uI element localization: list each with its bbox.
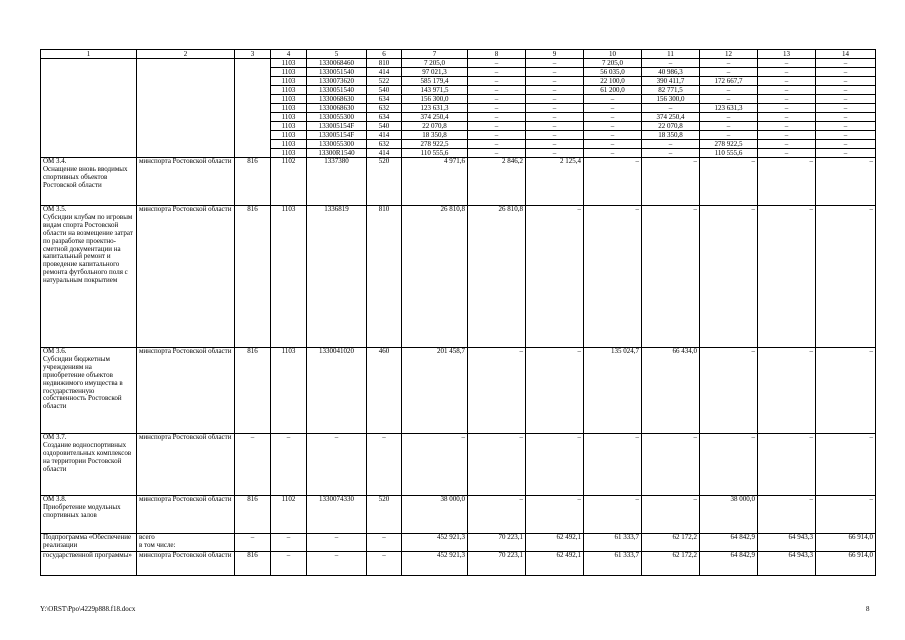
table-cell: – <box>816 348 876 434</box>
table-cell: 110 555,6 <box>700 149 758 158</box>
table-cell: 816 <box>235 206 271 348</box>
table-cell: 1103 <box>271 113 307 122</box>
table-cell: 2 846,2 <box>468 158 526 206</box>
empty-cell <box>41 149 137 158</box>
table-cell: – <box>526 149 584 158</box>
table-cell: – <box>307 552 367 576</box>
table-cell: 460 <box>367 348 402 434</box>
table-cell: – <box>816 140 876 149</box>
table-cell: – <box>584 122 642 131</box>
table-cell: – <box>700 206 758 348</box>
empty-cell <box>137 86 235 95</box>
table-cell: 1103 <box>271 122 307 131</box>
table-cell: 97 021,3 <box>402 68 468 77</box>
table-cell: – <box>816 104 876 113</box>
table-cell: – <box>367 552 402 576</box>
table-cell: – <box>758 68 816 77</box>
empty-cell <box>235 149 271 158</box>
table-cell: – <box>758 496 816 534</box>
table-cell: – <box>584 496 642 534</box>
table-cell: 1103 <box>271 104 307 113</box>
empty-cell <box>137 122 235 131</box>
table-cell: 634 <box>367 95 402 104</box>
table-cell: – <box>468 140 526 149</box>
budget-table <box>40 49 876 576</box>
table-cell: 1330068630 <box>307 104 367 113</box>
table-cell: 816 <box>235 348 271 434</box>
table-cell: – <box>584 131 642 140</box>
table-cell: 70 223,1 <box>468 552 526 576</box>
table-cell: – <box>468 77 526 86</box>
table-cell: 1102 <box>271 496 307 534</box>
table-cell: 18 350,8 <box>402 131 468 140</box>
table-row <box>41 552 876 576</box>
empty-cell <box>235 68 271 77</box>
table-row <box>41 95 876 104</box>
empty-cell <box>235 122 271 131</box>
table-cell: 62 492,1 <box>526 552 584 576</box>
column-number: 4 <box>271 50 307 59</box>
empty-cell <box>41 140 137 149</box>
table-cell: – <box>526 86 584 95</box>
table-cell: – <box>758 206 816 348</box>
table-cell: 123 631,3 <box>402 104 468 113</box>
table-cell: 816 <box>235 158 271 206</box>
executor: минспорта Ростовской области <box>137 552 235 576</box>
empty-cell <box>137 104 235 113</box>
table-cell: – <box>816 59 876 68</box>
table-cell: 61 333,7 <box>584 534 642 552</box>
table-cell: – <box>758 158 816 206</box>
table-cell: 2 125,4 <box>526 158 584 206</box>
column-number: 11 <box>642 50 700 59</box>
table-cell: – <box>700 86 758 95</box>
table-cell: – <box>235 534 271 552</box>
table-cell: 4 971,6 <box>402 158 468 206</box>
table-cell: – <box>271 552 307 576</box>
column-number: 10 <box>584 50 642 59</box>
table-cell: – <box>526 122 584 131</box>
table-cell: 374 250,4 <box>402 113 468 122</box>
table-cell: – <box>642 104 700 113</box>
table-cell: 62 172,2 <box>642 552 700 576</box>
table-cell: 38 000,0 <box>402 496 468 534</box>
table-cell: – <box>235 434 271 496</box>
empty-cell <box>235 131 271 140</box>
empty-cell <box>41 122 137 131</box>
table-row <box>41 122 876 131</box>
table-cell: – <box>816 86 876 95</box>
table-cell: – <box>700 59 758 68</box>
table-cell: 133005154F <box>307 131 367 140</box>
table-cell: – <box>816 149 876 158</box>
empty-cell <box>41 68 137 77</box>
table-cell: – <box>526 95 584 104</box>
empty-cell <box>235 59 271 68</box>
executor: минспорта Ростовской области <box>137 206 235 348</box>
table-cell: – <box>700 95 758 104</box>
table-cell: 64 943,3 <box>758 552 816 576</box>
table-cell: – <box>816 113 876 122</box>
table-cell: 520 <box>367 496 402 534</box>
table-cell: – <box>526 140 584 149</box>
footer-file-path: Y:\ORST\Ppo\4229p888.f18.docx <box>40 605 136 613</box>
table-cell: – <box>816 95 876 104</box>
table-row <box>41 86 876 95</box>
empty-cell <box>235 140 271 149</box>
table-cell: 22 070,8 <box>642 122 700 131</box>
table-cell: 201 458,7 <box>402 348 468 434</box>
table-cell: – <box>816 206 876 348</box>
table-cell: 1330051540 <box>307 68 367 77</box>
table-cell: 1330055300 <box>307 140 367 149</box>
table-cell: 66 914,0 <box>816 552 876 576</box>
table-cell: 22 100,0 <box>584 77 642 86</box>
measure-name: ОМ 3.5. Субсидии клубам по игровым видам спорта Ростовской области на возмещение затрат по разработке проектно-сметной документации на капитальный ремонт и проведение капитального ремонта футбольного поля с натуральным покрытием <box>41 206 137 348</box>
table-cell: 1103 <box>271 131 307 140</box>
table-row <box>41 104 876 113</box>
table-cell: 1330041020 <box>307 348 367 434</box>
table-cell: – <box>700 122 758 131</box>
table-cell: – <box>758 434 816 496</box>
table-cell: 172 667,7 <box>700 77 758 86</box>
table-cell: 64 943,3 <box>758 534 816 552</box>
table-cell: – <box>584 206 642 348</box>
empty-cell <box>235 86 271 95</box>
table-cell: – <box>526 206 584 348</box>
executor: минспорта Ростовской области <box>137 434 235 496</box>
table-cell: 66 434,0 <box>642 348 700 434</box>
table-cell: – <box>642 158 700 206</box>
measure-name: ОМ 3.4. Оснащение вновь вводимых спортивных объектов Ростовской области <box>41 158 137 206</box>
table-cell: 1330074330 <box>307 496 367 534</box>
empty-cell <box>235 113 271 122</box>
table-cell: – <box>526 131 584 140</box>
table-cell: 585 179,4 <box>402 77 468 86</box>
table-cell: 374 250,4 <box>642 113 700 122</box>
table-cell: – <box>642 140 700 149</box>
table-cell: – <box>526 496 584 534</box>
table-cell: – <box>307 534 367 552</box>
table-cell: – <box>526 77 584 86</box>
empty-cell <box>41 77 137 86</box>
table-cell: – <box>468 95 526 104</box>
table-cell: – <box>526 348 584 434</box>
table-cell: 520 <box>367 158 402 206</box>
table-cell: 634 <box>367 113 402 122</box>
table-cell: 1103 <box>271 348 307 434</box>
table-cell: – <box>816 122 876 131</box>
table-cell: – <box>642 149 700 158</box>
table-cell: – <box>468 434 526 496</box>
column-number: 6 <box>367 50 402 59</box>
page-number: 8 <box>866 605 870 613</box>
table-cell: – <box>307 434 367 496</box>
table-cell: 61 333,7 <box>584 552 642 576</box>
table-cell: – <box>584 104 642 113</box>
table-cell: – <box>758 149 816 158</box>
table-cell: – <box>816 77 876 86</box>
table-row <box>41 140 876 149</box>
table-cell: – <box>816 68 876 77</box>
table-cell: – <box>468 113 526 122</box>
table-cell: 540 <box>367 86 402 95</box>
column-number: 1 <box>41 50 137 59</box>
table-cell: – <box>271 534 307 552</box>
table-cell: – <box>402 434 468 496</box>
table-cell: – <box>816 158 876 206</box>
table-cell: – <box>468 59 526 68</box>
measure-name: ОМ 3.8. Приобретение модульных спортивных залов <box>41 496 137 534</box>
table-row <box>41 534 876 552</box>
table-cell: 38 000,0 <box>700 496 758 534</box>
table-cell: – <box>642 496 700 534</box>
column-number: 14 <box>816 50 876 59</box>
table-cell: – <box>816 496 876 534</box>
table-cell: 156 300,0 <box>402 95 468 104</box>
table-cell: – <box>468 86 526 95</box>
table-cell: 414 <box>367 131 402 140</box>
table-cell: 40 986,3 <box>642 68 700 77</box>
table-cell: – <box>816 434 876 496</box>
table-cell: – <box>758 95 816 104</box>
table-cell: 540 <box>367 122 402 131</box>
table-row <box>41 77 876 86</box>
table-cell: – <box>468 122 526 131</box>
table-cell: 1103 <box>271 95 307 104</box>
executor: минспорта Ростовской области <box>137 496 235 534</box>
table-cell: 810 <box>367 59 402 68</box>
measure-name: ОМ 3.7. Создание водноспортивных оздоровительных комплексов на территории Ростовской области <box>41 434 137 496</box>
table-cell: – <box>642 206 700 348</box>
column-number: 2 <box>137 50 235 59</box>
table-cell: 390 411,7 <box>642 77 700 86</box>
table-cell: – <box>700 158 758 206</box>
table-cell: – <box>468 131 526 140</box>
table-cell: 632 <box>367 104 402 113</box>
table-cell: 632 <box>367 140 402 149</box>
column-number: 7 <box>402 50 468 59</box>
table-cell: – <box>758 348 816 434</box>
table-cell: – <box>816 131 876 140</box>
header-row <box>41 50 876 59</box>
table-cell: 64 842,9 <box>700 534 758 552</box>
column-number: 8 <box>468 50 526 59</box>
column-number: 12 <box>700 50 758 59</box>
table-cell: 1330068460 <box>307 59 367 68</box>
empty-cell <box>41 59 137 68</box>
table-cell: – <box>642 434 700 496</box>
table-cell: 56 035,0 <box>584 68 642 77</box>
table-cell: – <box>758 140 816 149</box>
table-cell: 452 921,3 <box>402 534 468 552</box>
table-cell: 1336819 <box>307 206 367 348</box>
empty-cell <box>41 95 137 104</box>
table-cell: – <box>584 95 642 104</box>
table-cell: 7 205,0 <box>402 59 468 68</box>
empty-cell <box>137 113 235 122</box>
table-cell: 1330055300 <box>307 113 367 122</box>
table-cell: 1103 <box>271 206 307 348</box>
executor: минспорта Ростовской области <box>137 158 235 206</box>
table-cell: 110 555,6 <box>402 149 468 158</box>
table-cell: 1337380 <box>307 158 367 206</box>
empty-cell <box>41 104 137 113</box>
executor: минспорта Ростовской области <box>137 348 235 434</box>
table-cell: 1103 <box>271 77 307 86</box>
table-cell: – <box>468 348 526 434</box>
table-cell: – <box>700 68 758 77</box>
table-cell: 133005154F <box>307 122 367 131</box>
empty-cell <box>137 77 235 86</box>
empty-cell <box>41 131 137 140</box>
table-cell: – <box>526 113 584 122</box>
measure-name: Подпрограмма «Обеспечение реализации <box>41 534 137 552</box>
table-cell: – <box>584 434 642 496</box>
table-cell: – <box>468 496 526 534</box>
table-cell: 816 <box>235 552 271 576</box>
table-cell: 61 200,0 <box>584 86 642 95</box>
table-cell: – <box>526 434 584 496</box>
table-cell: 143 971,5 <box>402 86 468 95</box>
table-cell: – <box>526 59 584 68</box>
table-row <box>41 149 876 158</box>
empty-cell <box>41 113 137 122</box>
table-cell: – <box>758 77 816 86</box>
table-cell: – <box>526 104 584 113</box>
table-cell: – <box>700 434 758 496</box>
executor: всего в том числе: <box>137 534 235 552</box>
table-cell: – <box>758 113 816 122</box>
table-cell: 70 223,1 <box>468 534 526 552</box>
table-cell: 414 <box>367 149 402 158</box>
empty-cell <box>235 77 271 86</box>
table-cell: 522 <box>367 77 402 86</box>
table-cell: 1330068630 <box>307 95 367 104</box>
table-cell: 66 914,0 <box>816 534 876 552</box>
table-cell: 123 631,3 <box>700 104 758 113</box>
table-cell: – <box>758 59 816 68</box>
table-cell: – <box>584 140 642 149</box>
table-cell: – <box>367 534 402 552</box>
empty-cell <box>137 140 235 149</box>
table-row <box>41 131 876 140</box>
table-cell: – <box>700 113 758 122</box>
table-cell: – <box>584 149 642 158</box>
table-cell: 1103 <box>271 86 307 95</box>
table-cell: 64 842,9 <box>700 552 758 576</box>
table-cell: – <box>758 86 816 95</box>
table-row <box>41 434 876 496</box>
table-cell: 156 300,0 <box>642 95 700 104</box>
column-number: 5 <box>307 50 367 59</box>
table-cell: 135 024,7 <box>584 348 642 434</box>
table-cell: 82 771,5 <box>642 86 700 95</box>
table-cell: 13300R1540 <box>307 149 367 158</box>
measure-name: ОМ 3.6. Субсидии бюджетным учреждениям на приобретение объектов недвижимого имущества в государственную собственность Ростовской области <box>41 348 137 434</box>
empty-cell <box>235 95 271 104</box>
table-cell: 7 205,0 <box>584 59 642 68</box>
table-cell: 278 922,5 <box>402 140 468 149</box>
table-row <box>41 496 876 534</box>
column-number: 9 <box>526 50 584 59</box>
table-cell: – <box>700 131 758 140</box>
column-number: 13 <box>758 50 816 59</box>
column-number: 3 <box>235 50 271 59</box>
table-row <box>41 348 876 434</box>
table-cell: 26 810,8 <box>402 206 468 348</box>
table-cell: – <box>526 68 584 77</box>
table-cell: 62 172,2 <box>642 534 700 552</box>
table-cell: 1330073620 <box>307 77 367 86</box>
empty-cell <box>41 86 137 95</box>
table-cell: – <box>758 122 816 131</box>
table-cell: 452 921,3 <box>402 552 468 576</box>
table-cell: 18 350,8 <box>642 131 700 140</box>
empty-cell <box>137 68 235 77</box>
table-row <box>41 68 876 77</box>
table-cell: 1103 <box>271 68 307 77</box>
table-cell: – <box>758 131 816 140</box>
table-row <box>41 158 876 206</box>
table-cell: 1103 <box>271 149 307 158</box>
measure-name: государственной программы» <box>41 552 137 576</box>
table-cell: – <box>271 434 307 496</box>
table-cell: – <box>468 104 526 113</box>
table-cell: 26 810,8 <box>468 206 526 348</box>
table-cell: – <box>584 158 642 206</box>
table-cell: 816 <box>235 496 271 534</box>
table-cell: 22 070,8 <box>402 122 468 131</box>
empty-cell <box>235 104 271 113</box>
empty-cell <box>137 149 235 158</box>
table-cell: 1103 <box>271 59 307 68</box>
table-cell: – <box>700 348 758 434</box>
table-row <box>41 59 876 68</box>
table-cell: – <box>367 434 402 496</box>
empty-cell <box>137 59 235 68</box>
table-cell: 1102 <box>271 158 307 206</box>
table-cell: – <box>468 149 526 158</box>
table-cell: – <box>468 68 526 77</box>
table-cell: – <box>584 113 642 122</box>
table-cell: 278 922,5 <box>700 140 758 149</box>
table-cell: 62 492,1 <box>526 534 584 552</box>
table-cell: 1330051540 <box>307 86 367 95</box>
table-cell: – <box>758 104 816 113</box>
empty-cell <box>137 95 235 104</box>
table-cell: – <box>642 59 700 68</box>
table-cell: 1103 <box>271 140 307 149</box>
empty-cell <box>137 131 235 140</box>
table-cell: 810 <box>367 206 402 348</box>
table-cell: 414 <box>367 68 402 77</box>
table-row <box>41 206 876 348</box>
table-row <box>41 113 876 122</box>
